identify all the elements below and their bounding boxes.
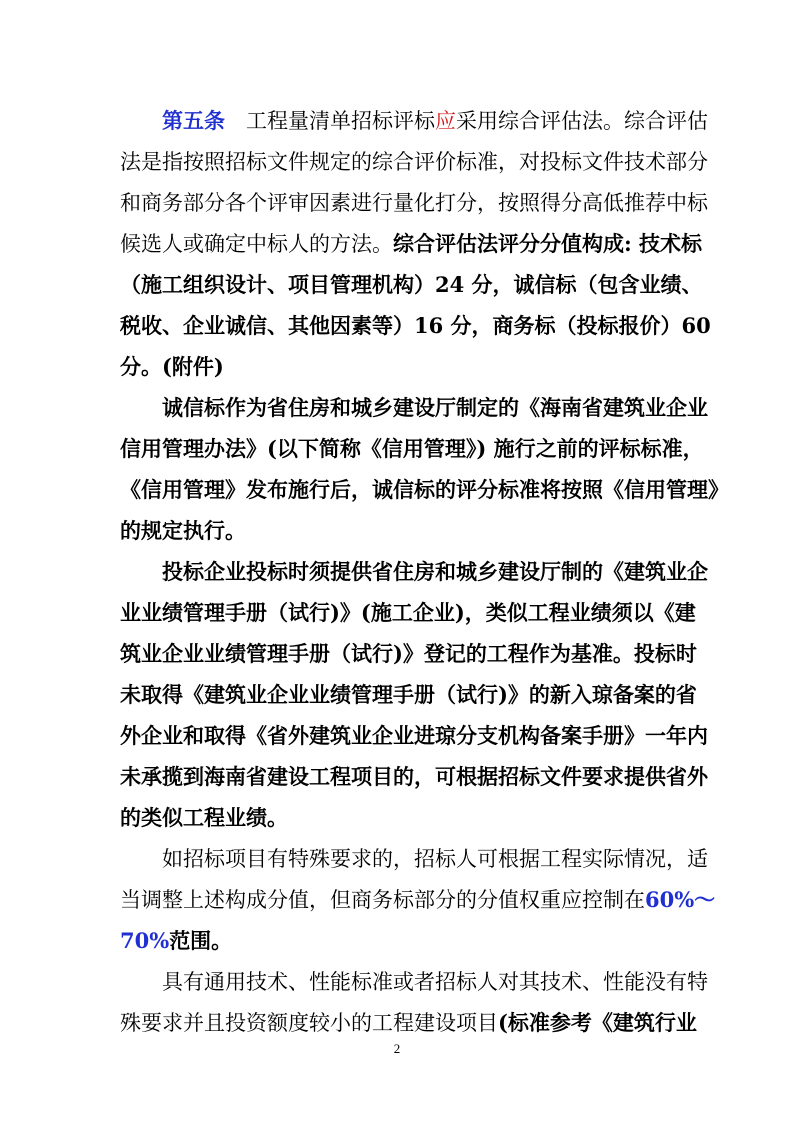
text-span: 工程量清单招标评标: [246, 109, 435, 133]
text-span: 候选人或确定中标人的方法。: [120, 232, 393, 256]
p1-line-7: 分。(附件): [120, 354, 224, 379]
p3-line-2: 业业绩管理手册（试行)》(施工企业)，类似工程业绩须以《建: [120, 600, 696, 625]
p1-line-2: 法是指按照招标文件规定的综合评价标准，对投标文件技术部分: [120, 150, 708, 174]
p2-line-2: 信用管理办法》(以下简称《信用管理》) 施行之前的评标标准，: [120, 436, 704, 461]
p1-line-6: 税收、企业诚信、其他因素等）16 分，商务标（投标报价）60: [120, 313, 711, 338]
highlight-text: 应: [435, 109, 456, 133]
bold-text: (标准参考《建筑行业: [498, 1010, 697, 1035]
p5-line-2: [120, 1007, 697, 1039]
p2-line-3: 《信用管理》发布施行后，诚信标的评分标准将按照《信用管理》: [120, 477, 729, 502]
p4-line-2: [120, 884, 716, 916]
text-span: 殊要求并且投资额度较小的工程建设项目: [120, 1011, 498, 1035]
p3-line-5: 外企业和取得《省外建筑业企业进琼分支机构备案手册》一年内: [120, 723, 708, 748]
p2-line-1: 诚信标作为省住房和城乡建设厅制定的《海南省建筑业企业: [162, 395, 708, 420]
p1-line-3: 和商务部分各个评审因素进行量化打分，按照得分高低推荐中标: [120, 191, 708, 215]
p1-line-4: [120, 228, 703, 260]
bold-text: 范围。: [169, 928, 233, 953]
p5-line-1: 具有通用技术、性能标准或者招标人对其技术、性能没有特: [162, 970, 708, 994]
p3-line-3: 筑业企业业绩管理手册（试行)》登记的工程作为基准。投标时: [120, 641, 697, 666]
p3-line-4: 未取得《建筑业企业业绩管理手册（试行)》的新入琼备案的省: [120, 682, 697, 707]
p4-line-3: [120, 925, 680, 957]
percent-range-end: 70%: [120, 928, 170, 953]
page-number: 2: [393, 1041, 401, 1056]
p4-line-1: 如招标项目有特殊要求的，招标人可根据工程实际情况，适: [162, 847, 708, 871]
text-span: 采用综合评估法。综合评估: [456, 109, 708, 133]
article-label: 第五条: [162, 108, 225, 133]
p1-line-5: （施工组织设计、项目管理机构）24 分，诚信标（包含业绩、: [120, 272, 703, 297]
text-span: 当调整上述构成分值，但商务标部分的分值权重应控制在: [120, 888, 645, 912]
bold-text: 综合评估法评分分值构成: 技术标: [393, 231, 703, 256]
p3-line-6: 未承揽到海南省建设工程项目的，可根据招标文件要求提供省外: [120, 764, 708, 789]
p2-line-4: 的规定执行。: [120, 518, 246, 543]
p1-line-1: [162, 105, 708, 137]
percent-range-start: 60%～: [645, 887, 716, 912]
p3-line-1: 投标企业投标时须提供省住房和城乡建设厅制的《建筑业企: [162, 559, 708, 584]
p3-line-7: 的类似工程业绩。: [120, 805, 288, 830]
